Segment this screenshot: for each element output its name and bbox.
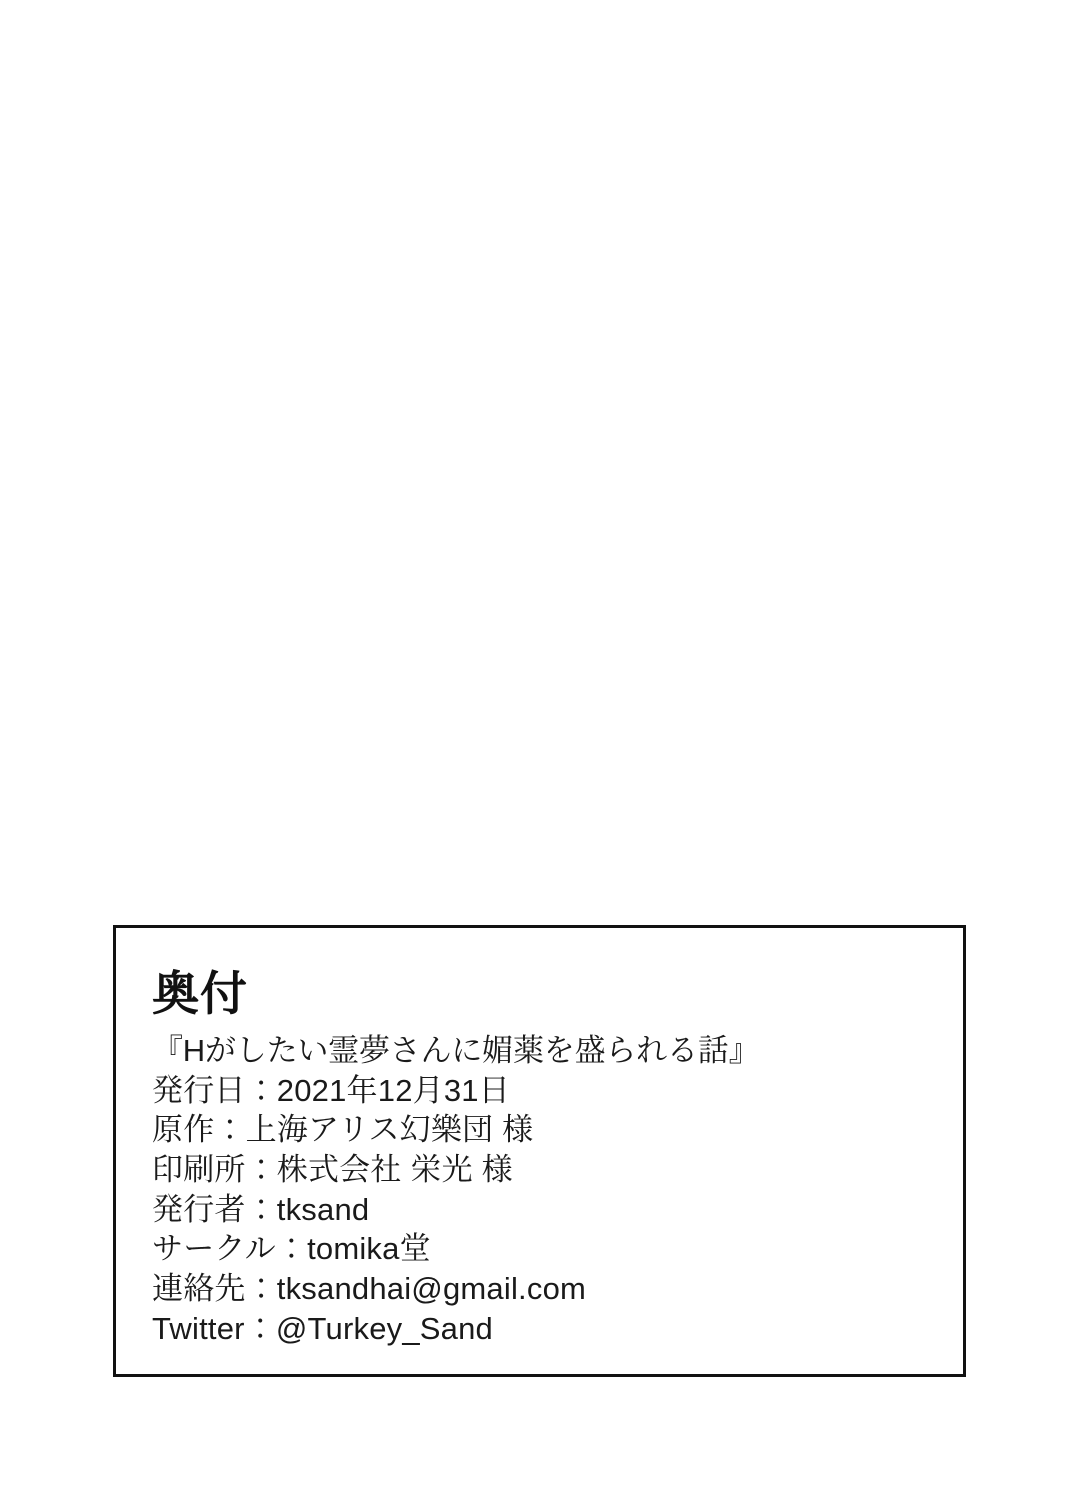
colophon-content: [116, 928, 963, 1348]
colophon-line-work-title: 『Hがしたい霊夢さんに媚薬を盛られる話』: [152, 1033, 760, 1068]
colophon-line-contact-email: 連絡先：tksandhai@gmail.com: [152, 1271, 587, 1307]
colophon-line-twitter: Twitter：@Turkey_Sand: [152, 1310, 493, 1346]
colophon-detail-list: [152, 1031, 963, 1348]
colophon-line-circle: サークル：tomika堂: [152, 1231, 431, 1267]
colophon-box: [113, 925, 966, 1377]
colophon-heading: 奥付: [152, 967, 248, 1020]
colophon-line-original-work: 原作：上海アリス幻樂団 様: [152, 1112, 534, 1148]
colophon-line-publication-date: 発行日：2021年12月31日: [152, 1072, 510, 1108]
colophon-line-printer: 印刷所：株式会社 栄光 様: [152, 1152, 513, 1188]
colophon-line-publisher: 発行者：tksand: [152, 1191, 370, 1227]
